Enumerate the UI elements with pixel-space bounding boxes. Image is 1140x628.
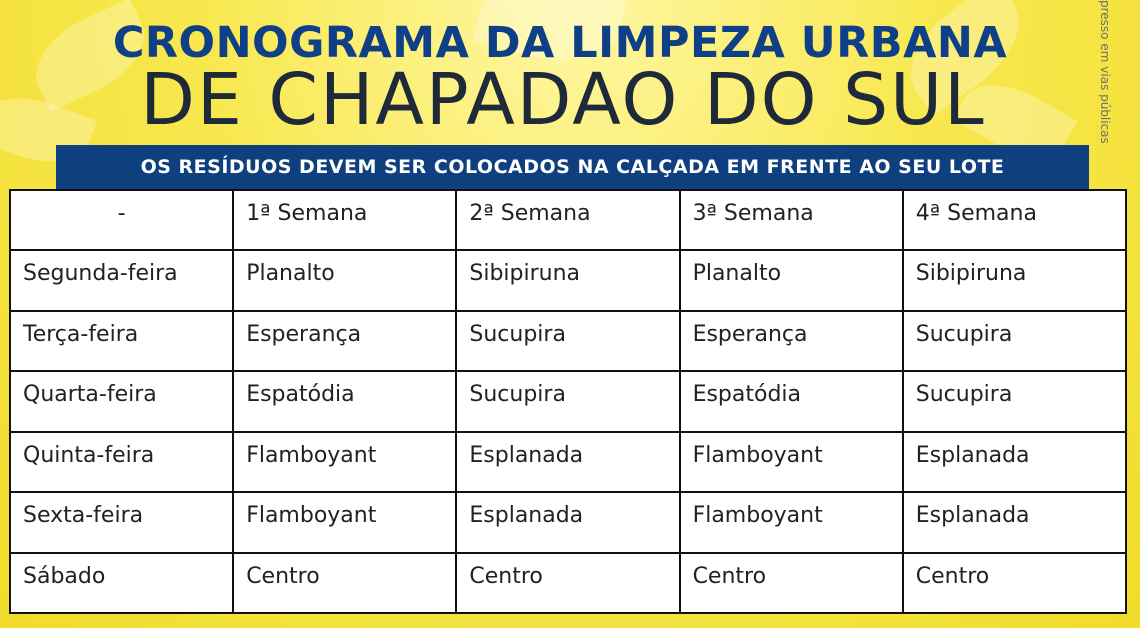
neighborhood-cell: Sucupira bbox=[903, 371, 1126, 432]
side-caption: presso em vias públicas bbox=[1098, 0, 1112, 144]
neighborhood-cell: Centro bbox=[233, 553, 456, 614]
day-cell: Quarta-feira bbox=[10, 371, 233, 432]
table-row bbox=[10, 371, 1126, 432]
neighborhood-cell: Sucupira bbox=[456, 311, 679, 372]
neighborhood-cell: Espatódia bbox=[233, 371, 456, 432]
table-header-cell: 3ª Semana bbox=[680, 190, 903, 250]
neighborhood-cell: Flamboyant bbox=[680, 492, 903, 553]
neighborhood-cell: Centro bbox=[903, 553, 1126, 614]
neighborhood-cell: Flamboyant bbox=[680, 432, 903, 493]
instruction-banner: OS RESÍDUOS DEVEM SER COLOCADOS NA CALÇADA EM FRENTE AO SEU LOTE bbox=[56, 145, 1089, 189]
page-title: CRONOGRAMA DA LIMPEZA URBANA bbox=[112, 18, 1008, 68]
page-subtitle: DE CHAPADAO DO SUL bbox=[140, 58, 986, 141]
neighborhood-cell: Flamboyant bbox=[233, 492, 456, 553]
neighborhood-cell: Esplanada bbox=[903, 432, 1126, 493]
neighborhood-cell: Planalto bbox=[233, 250, 456, 311]
neighborhood-cell: Esplanada bbox=[456, 492, 679, 553]
day-cell: Segunda-feira bbox=[10, 250, 233, 311]
neighborhood-cell: Flamboyant bbox=[233, 432, 456, 493]
neighborhood-cell: Sucupira bbox=[456, 371, 679, 432]
table-row bbox=[10, 311, 1126, 372]
neighborhood-cell: Esplanada bbox=[456, 432, 679, 493]
table-header-cell: 4ª Semana bbox=[903, 190, 1126, 250]
day-cell: Quinta-feira bbox=[10, 432, 233, 493]
table-row bbox=[10, 553, 1126, 614]
table-header-cell: - bbox=[10, 190, 233, 250]
day-cell: Terça-feira bbox=[10, 311, 233, 372]
neighborhood-cell: Esperança bbox=[680, 311, 903, 372]
neighborhood-cell: Sucupira bbox=[903, 311, 1126, 372]
schedule-table bbox=[9, 189, 1127, 614]
neighborhood-cell: Esplanada bbox=[903, 492, 1126, 553]
neighborhood-cell: Espatódia bbox=[680, 371, 903, 432]
neighborhood-cell: Planalto bbox=[680, 250, 903, 311]
neighborhood-cell: Centro bbox=[456, 553, 679, 614]
neighborhood-cell: Sibipiruna bbox=[903, 250, 1126, 311]
day-cell: Sexta-feira bbox=[10, 492, 233, 553]
table-row bbox=[10, 250, 1126, 311]
day-cell: Sábado bbox=[10, 553, 233, 614]
table-row bbox=[10, 492, 1126, 553]
table-header-cell: 1ª Semana bbox=[233, 190, 456, 250]
table-row bbox=[10, 432, 1126, 493]
table-header-cell: 2ª Semana bbox=[456, 190, 679, 250]
neighborhood-cell: Esperança bbox=[233, 311, 456, 372]
neighborhood-cell: Centro bbox=[680, 553, 903, 614]
table-header-row bbox=[10, 190, 1126, 250]
neighborhood-cell: Sibipiruna bbox=[456, 250, 679, 311]
